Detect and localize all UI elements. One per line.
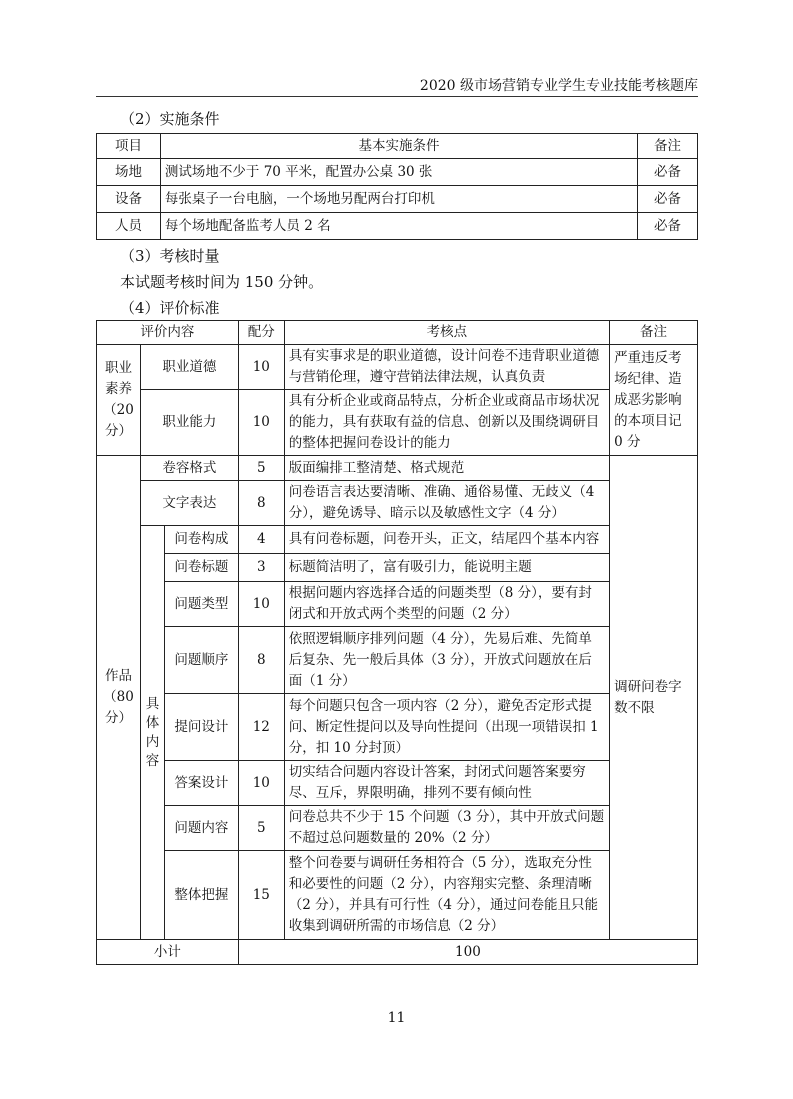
row-item: 设备 <box>97 186 161 213</box>
table-row <box>97 159 698 186</box>
section-4-heading: （4）评价标准 <box>120 299 220 317</box>
row-score: 3 <box>238 554 284 582</box>
row-score: 5 <box>238 456 284 481</box>
table-row <box>97 186 698 213</box>
subtotal-label: 小计 <box>97 940 239 965</box>
table-row <box>97 627 698 694</box>
section-3-heading: （3）考核时量 <box>120 247 220 265</box>
row-score: 10 <box>238 761 284 806</box>
row-score: 5 <box>238 806 284 851</box>
subtotal-value: 100 <box>238 940 697 965</box>
row-points: 标题简洁明了，富有吸引力，能说明主题 <box>284 554 609 582</box>
row-points: 问卷语言表达要清晰、准确、通俗易懂、无歧义（4 分），避免诱导、暗示以及敏感性文字（4 分） <box>284 481 609 526</box>
col-header-points: 考核点 <box>284 321 609 345</box>
row-item: 场地 <box>97 159 161 186</box>
group-note-professionalism: 严重违反考场纪律、造成恶劣影响的本项目记 0 分 <box>610 345 698 456</box>
table-row <box>97 390 698 456</box>
table-row <box>97 213 698 240</box>
conditions-table <box>96 133 698 240</box>
col-header-item: 项目 <box>97 134 161 159</box>
row-points: 版面编排工整清楚、格式规范 <box>284 456 609 481</box>
row-score: 8 <box>238 627 284 694</box>
row-name: 提问设计 <box>164 694 238 761</box>
table-row <box>97 761 698 806</box>
row-name: 职业能力 <box>140 390 238 456</box>
table-row <box>97 806 698 851</box>
row-score: 10 <box>238 390 284 456</box>
group-label-work: 作品（80 分） <box>97 456 141 940</box>
row-score: 8 <box>238 481 284 526</box>
header-divider <box>96 96 698 97</box>
row-name: 文字表达 <box>140 481 238 526</box>
row-points: 具有分析企业或商品特点，分析企业或商品市场状况的能力，具有获取有益的信息、创新以及围绕调研目的整体把握问卷设计的能力 <box>284 390 609 456</box>
row-name: 问题类型 <box>164 582 238 627</box>
row-note: 必备 <box>638 186 698 213</box>
section-2-heading: （2）实施条件 <box>120 110 220 128</box>
row-name: 卷容格式 <box>140 456 238 481</box>
row-points: 根据问题内容选择合适的问题类型（8 分），要有封闭式和开放式两个类型的问题（2 分） <box>284 582 609 627</box>
section-3-text: 本试题考核时间为 150 分钟。 <box>120 273 324 291</box>
group-note-work: 调研问卷字数不限 <box>610 456 698 940</box>
table-row <box>97 582 698 627</box>
table-row <box>97 554 698 582</box>
row-points: 每个问题只包含一项内容（2 分），避免否定形式提问、断定性提问以及导向性提问（出现一项错误扣 1 分，扣 10 分封顶） <box>284 694 609 761</box>
row-note: 必备 <box>638 213 698 240</box>
col-header-score: 配分 <box>238 321 284 345</box>
page-number: 11 <box>387 1010 406 1026</box>
row-name: 问题内容 <box>164 806 238 851</box>
group-label-professionalism: 职业素养（20 分） <box>97 345 141 456</box>
row-score: 12 <box>238 694 284 761</box>
row-score: 10 <box>238 582 284 627</box>
row-name: 答案设计 <box>164 761 238 806</box>
row-score: 4 <box>238 526 284 554</box>
row-name: 职业道德 <box>140 345 238 390</box>
sub-group-label: 具体内容 <box>140 526 164 940</box>
row-name: 问卷标题 <box>164 554 238 582</box>
table-row <box>97 345 698 390</box>
row-condition: 测试场地不少于 70 平米，配置办公桌 30 张 <box>160 159 637 186</box>
page-header-title: 2020 级市场营销专业学生专业技能考核题库 <box>419 78 698 94</box>
subtotal-row <box>97 940 698 965</box>
row-name: 整体把握 <box>164 851 238 940</box>
row-score: 15 <box>238 851 284 940</box>
row-condition: 每张桌子一台电脑，一个场地另配两台打印机 <box>160 186 637 213</box>
table-row <box>97 481 698 526</box>
table-row <box>97 526 698 554</box>
table-row <box>97 694 698 761</box>
col-header-content: 评价内容 <box>97 321 239 345</box>
col-header-condition: 基本实施条件 <box>160 134 637 159</box>
col-header-note: 备注 <box>610 321 698 345</box>
row-note: 必备 <box>638 159 698 186</box>
row-item: 人员 <box>97 213 161 240</box>
evaluation-table <box>96 320 698 965</box>
row-name: 问题顺序 <box>164 627 238 694</box>
col-header-note: 备注 <box>638 134 698 159</box>
row-points: 切实结合问题内容设计答案，封闭式问题答案要穷尽、互斥，界限明确，排列不要有倾向性 <box>284 761 609 806</box>
row-points: 整个问卷要与调研任务相符合（5 分），选取充分性和必要性的问题（2 分），内容翔实完整、条理清晰（2 分），并具有可行性（4 分），通过问卷能且只能收集到调研所需的市场信息（2 分） <box>284 851 609 940</box>
row-points: 具有问卷标题，问卷开头，正文，结尾四个基本内容 <box>284 526 609 554</box>
table-row <box>97 851 698 940</box>
row-condition: 每个场地配备监考人员 2 名 <box>160 213 637 240</box>
row-points: 依照逻辑顺序排列问题（4 分），先易后难、先简单后复杂、先一般后具体（3 分），开放式问题放在后面（1 分） <box>284 627 609 694</box>
row-points: 具有实事求是的职业道德，设计问卷不违背职业道德与营销伦理，遵守营销法律法规，认真负责 <box>284 345 609 390</box>
table-row <box>97 456 698 481</box>
row-score: 10 <box>238 345 284 390</box>
row-points: 问卷总共不少于 15 个问题（3 分），其中开放式问题不超过总问题数量的 20%（2 分） <box>284 806 609 851</box>
row-name: 问卷构成 <box>164 526 238 554</box>
